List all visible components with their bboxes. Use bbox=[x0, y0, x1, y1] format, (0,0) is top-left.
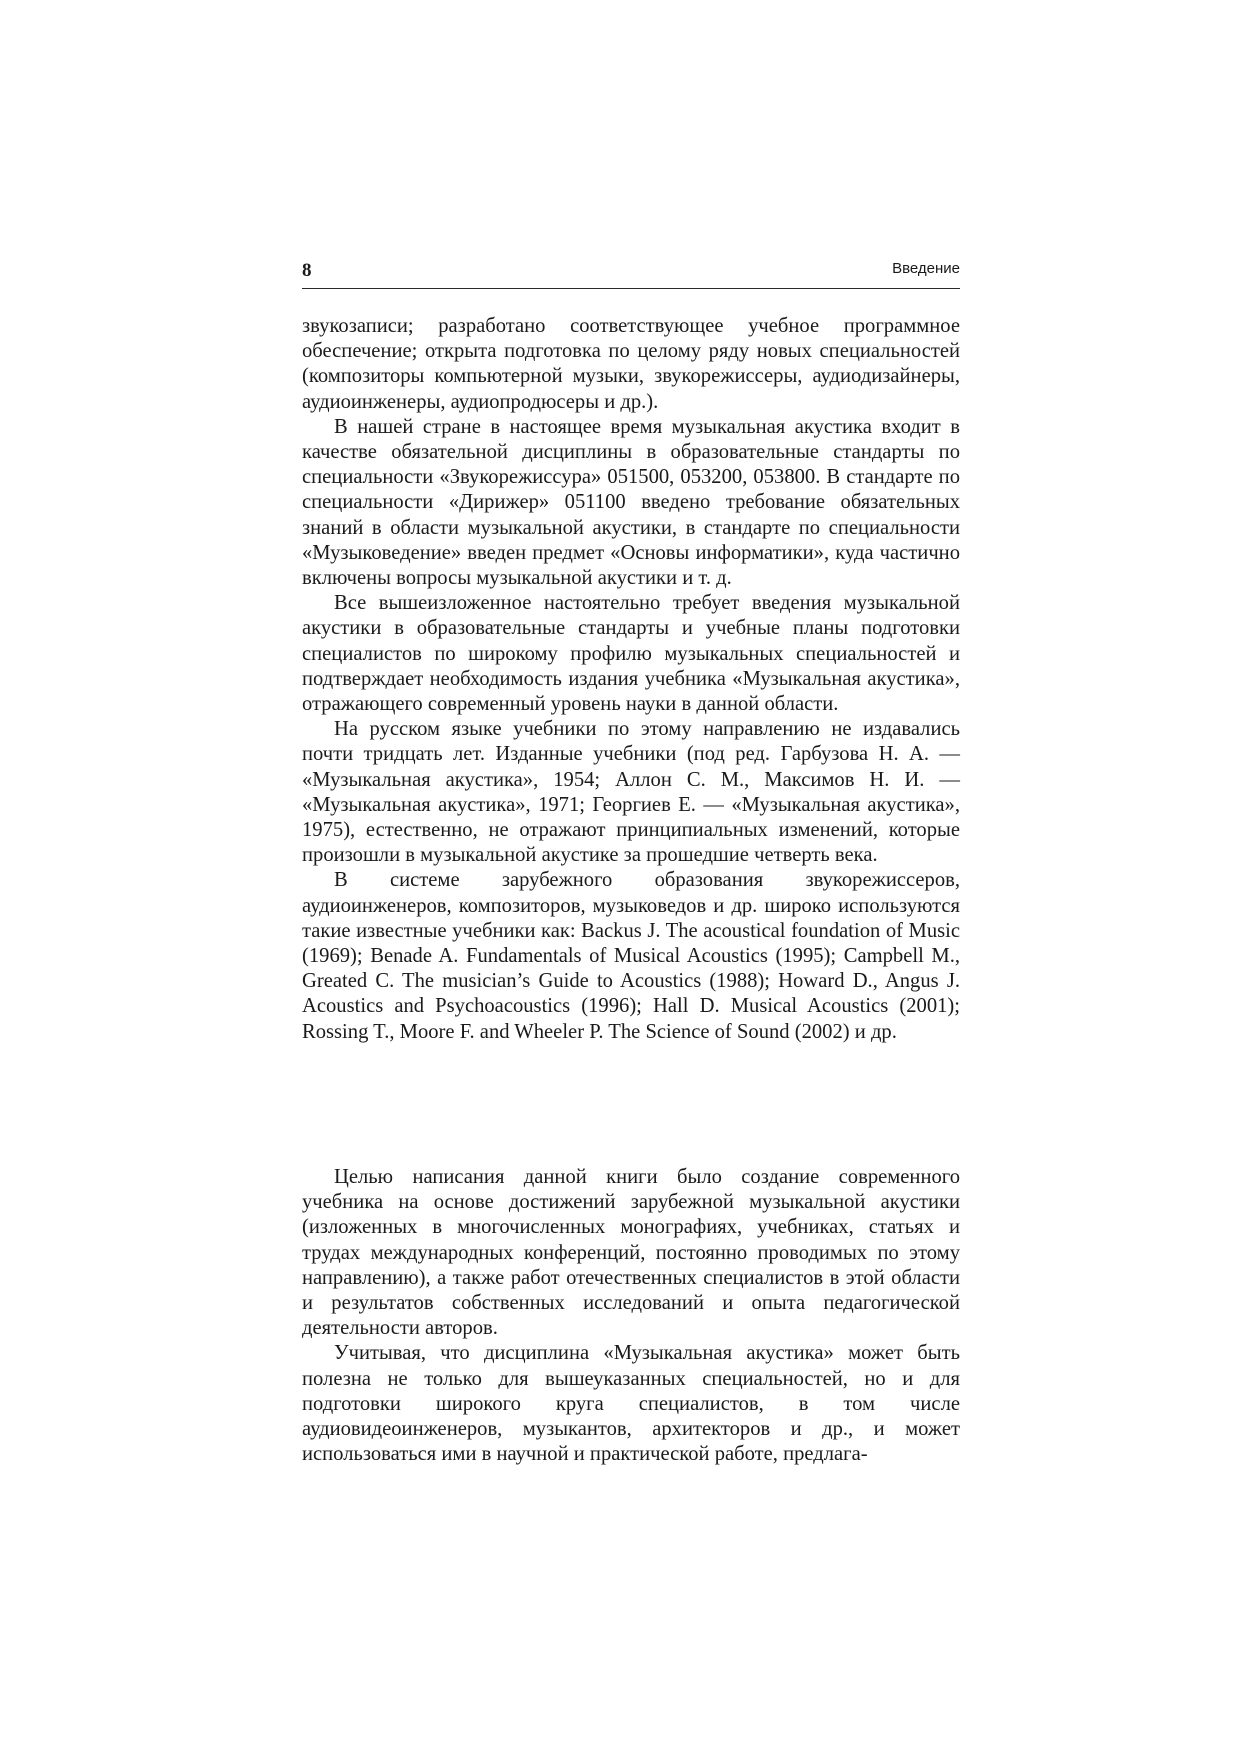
body-text-top bbox=[302, 314, 960, 1045]
section-title: Введение bbox=[892, 260, 960, 277]
page-number: 8 bbox=[302, 260, 312, 281]
paragraph: В системе зарубежного образования звукорежиссеров, аудиоинженеров, композиторов, музыковедов и др. широко используются такие известные учебники как: Backus J. The acoustical foundation of Music (1969); Benade A. Fundamentals of Musical Acoustics (1995); Campbell M., Greated C. The musician’s Guide to Acoustics (1988); Howard D., Angus J. Acoustics and Psychoacoustics (1996); Hall D. Musical Acoustics (2001); Rossing T., Moore F. and Wheeler P. The Science of Sound (2002) и др. bbox=[302, 869, 960, 1043]
paragraph: Все вышеизложенное настоятельно требует введения музыкальной акустики в образовательные стандарты и учебные планы подготовки специалистов по широкому профилю музыкальных специальностей и подтверждает необходимость издания учебника «Музыкальная акустика», отражающего современный уровень науки в данной области. bbox=[302, 592, 960, 716]
paragraph: В нашей стране в настоящее время музыкальная акустика входит в качестве обязательной дисциплины в образовательные стандарты по специальности «Звукорежиссура» 051500, 053200, 053800. В стандарте по специальности «Дирижер» 051100 введено требование обязательных знаний в области музыкальной акустики, в стандарте по специальности «Музыковедение» введен предмет «Основы информатики», куда частично включены вопросы музыкальной акустики и т. д. bbox=[302, 415, 960, 590]
paragraph: Учитывая, что дисциплина «Музыкальная акустика» может быть полезна не только для вышеуказанных специальностей, но и для подготовки широкого круга специалистов, в том числе аудиовидеоинженеров, музыкантов, архитекторов и др., и может использоваться ими в научной и практической работе, предлага- bbox=[302, 1342, 960, 1466]
paragraph-continuation: звукозаписи; разработано соответствующее учебное программное обеспечение; открыта подготовка по целому ряду новых специальностей (композиторы компьютерной музыки, звукорежиссеры, аудиодизайнеры, аудиоинженеры, аудиопродюсеры и др.). bbox=[302, 315, 960, 413]
page-header bbox=[302, 258, 960, 289]
paragraph: Целью написания данной книги было создание современного учебника на основе достижений зарубежной музыкальной акустики (изложенных в многочисленных монографиях, учебниках, статьях и трудах международных конференций, постоянно проводимых по этому направлению), а также работ отечественных специалистов в этой области и результатов собственных исследований и опыта педагогической деятельности авторов. bbox=[302, 1166, 960, 1340]
paragraph: На русском языке учебники по этому направлению не издавались почти тридцать лет. Изданные учебники (под ред. Гарбузова Н. А. — «Музыкальная акустика», 1954; Аллон С. М., Максимов Н. И. — «Музыкальная акустика», 1971; Георгиев Е. — «Музыкальная акустика», 1975), естественно, не отражают принципиальных изменений, которые произошли в музыкальной акустике за прошедшие четверть века. bbox=[302, 718, 960, 867]
body-text-bottom bbox=[302, 1165, 960, 1467]
